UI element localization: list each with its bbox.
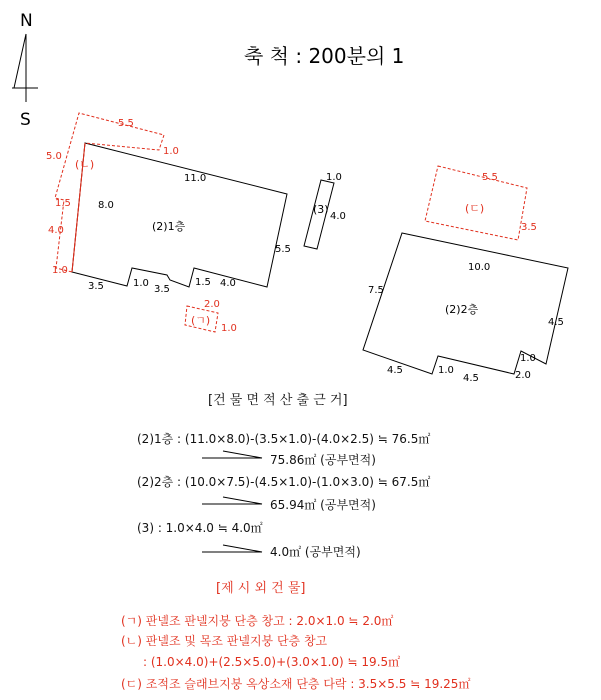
dim-b1-bottom-a: 3.5: [88, 281, 104, 292]
annex-a-label: (ㄱ): [191, 314, 211, 327]
dim-annex-b-top: 5.5: [118, 118, 134, 129]
south-label: S: [20, 110, 31, 130]
building-3-label: (3): [313, 203, 329, 216]
dim-b2-left: 7.5: [368, 285, 384, 296]
dim-annex-c-top: 5.5: [482, 172, 498, 183]
public-area-arrow-2: [202, 497, 262, 504]
dim-b3-side: 4.0: [330, 211, 346, 222]
dim-b1-bottom-e: 4.0: [220, 278, 236, 289]
annex-b-outline: [55, 113, 164, 272]
dim-b1-top: 11.0: [184, 173, 207, 184]
north-arrow-icon: [12, 34, 38, 102]
dim-b1-bottom-d: 1.5: [195, 277, 211, 288]
area-line-1: (2)1층 : (11.0×8.0)-(3.5×1.0)-(4.0×2.5) ≒ 76.5㎡: [137, 432, 431, 446]
area-line-3: (3) : 1.0×4.0 ≒ 4.0㎡: [137, 521, 263, 535]
north-label: N: [20, 11, 33, 31]
dim-b1-bottom-b: 1.0: [133, 278, 149, 289]
dim-annex-c-side: 3.5: [521, 222, 537, 233]
building-1-label: (2)1층: [152, 220, 186, 233]
dim-annex-b-base: 1.0: [52, 265, 68, 276]
building-2-label: (2)2층: [445, 303, 479, 316]
dim-b2-bottom-b: 1.0: [438, 365, 454, 376]
area-line-2-public: 65.94㎡ (공부면적): [270, 498, 376, 512]
dim-b2-right: 4.5: [548, 317, 564, 328]
dim-annex-b-step: 1.0: [163, 146, 179, 157]
dim-b2-bottom-c: 4.5: [463, 373, 479, 384]
area-basis-title: [건 물 면 적 산 출 근 거]: [208, 393, 348, 408]
area-line-1-public: 75.86㎡ (공부면적): [270, 453, 376, 467]
dim-annex-b-lower: 4.0: [48, 225, 64, 236]
excluded-buildings-title: [제 시 외 건 물]: [216, 581, 306, 596]
dim-b3-top: 1.0: [326, 172, 342, 183]
dim-b2-bottom-e: 1.0: [520, 353, 536, 364]
dim-b2-bottom-d: 2.0: [515, 370, 531, 381]
dim-b1-right: 5.5: [275, 244, 291, 255]
public-area-arrow-1: [202, 451, 262, 458]
area-line-2: (2)2층 : (10.0×7.5)-(4.5×1.0)-(1.0×3.0) ≒ 67.5㎡: [137, 475, 431, 489]
dim-annex-b-left: 5.0: [46, 151, 62, 162]
excluded-item-b: (ㄴ) 판넬조 및 목조 판넬지붕 단층 창고: [121, 634, 328, 648]
annex-b-label: (ㄴ): [75, 158, 95, 171]
dim-b1-bottom-c: 3.5: [154, 284, 170, 295]
dim-annex-a-side: 1.0: [221, 323, 237, 334]
dim-annex-b-notch: 1.5: [55, 198, 71, 209]
dim-b2-bottom-a: 4.5: [387, 365, 403, 376]
dim-annex-a-top: 2.0: [204, 299, 220, 310]
excluded-item-c: (ㄷ) 조적조 슬래브지붕 옥상소재 단층 다락 : 3.5×5.5 ≒ 19.25㎡: [121, 677, 471, 691]
area-line-3-public: 4.0㎡ (공부면적): [270, 545, 361, 559]
scale-title: 축 척 : 200분의 1: [244, 44, 405, 68]
dim-b2-top: 10.0: [468, 262, 491, 273]
dim-b1-left: 8.0: [98, 200, 114, 211]
public-area-arrow-3: [202, 545, 262, 552]
annex-c-label: (ㄷ): [465, 202, 485, 215]
excluded-item-b-calc: : (1.0×4.0)+(2.5×5.0)+(3.0×1.0) ≒ 19.5㎡: [143, 655, 401, 669]
building-1-outline: [72, 143, 287, 287]
excluded-item-a: (ㄱ) 판넬조 판넬지붕 단층 창고 : 2.0×1.0 ≒ 2.0㎡: [121, 614, 394, 628]
